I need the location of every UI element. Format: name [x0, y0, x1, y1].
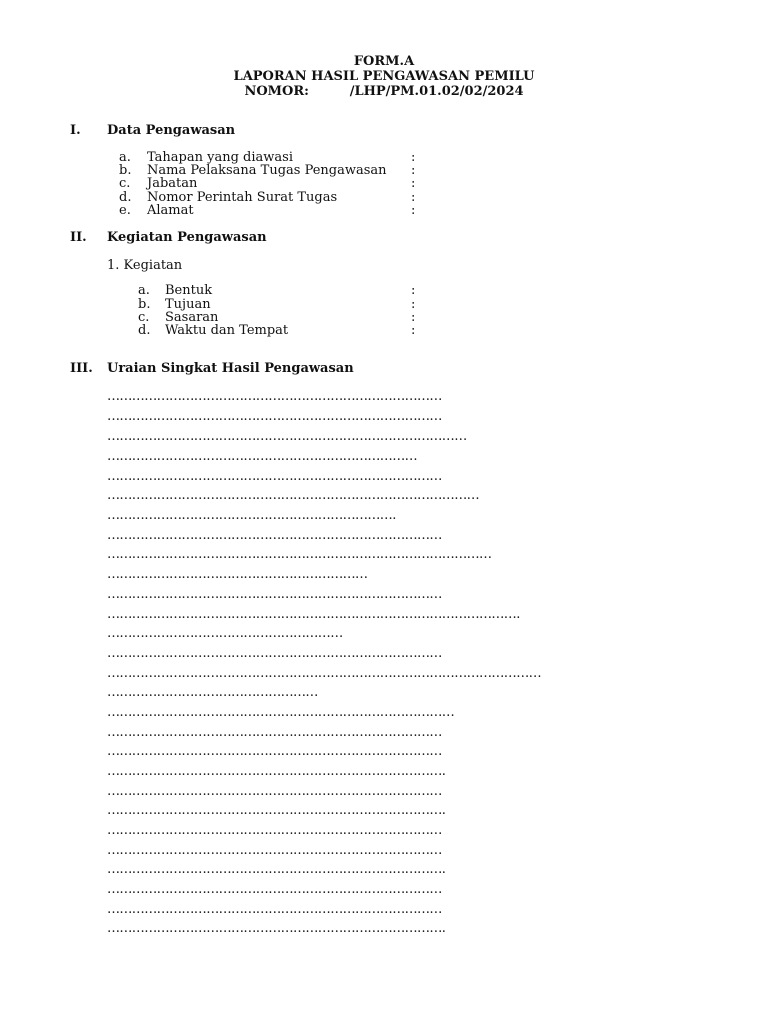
section-3-title: Uraian Singkat Hasil Pengawasan: [107, 361, 354, 376]
dotted-line: ………………………………………………………: [107, 568, 368, 582]
dotted-line: …………………………………………………………….: [107, 509, 396, 523]
dotted-line: ……………………………………………: [107, 686, 318, 700]
dotted-line: …………………………………………………………………: [107, 450, 418, 464]
dotted-line: ……………………………………………………………………….: [107, 863, 446, 877]
field-letter: c.: [119, 176, 131, 191]
dotted-line: ………………………………………………………………………: [107, 390, 442, 404]
dotted-line: ………………………………………………………………………: [107, 745, 442, 759]
field-letter: d.: [138, 323, 151, 338]
form-code: FORM.A: [353, 54, 415, 69]
field-colon: :: [411, 310, 416, 325]
dotted-line: ………………………………………………………………………: [107, 410, 442, 424]
field-colon: :: [411, 283, 416, 298]
dotted-line: ………………………………………………………………………………: [107, 489, 480, 503]
dotted-line: ……………………………………………………………………….: [107, 804, 446, 818]
dotted-line: ………………………………………………………………………: [107, 903, 442, 917]
dotted-line: ………………………………………………………………………: [107, 529, 442, 543]
dotted-line: ……………………………………………………………………………………………: [107, 667, 542, 681]
field-letter: a.: [138, 283, 150, 298]
field-label: Jabatan: [147, 176, 198, 191]
field-label: Tujuan: [165, 297, 211, 312]
field-colon: :: [411, 163, 416, 178]
report-number: NOMOR: /LHP/PM.01.02/02/2024: [244, 84, 524, 99]
dotted-line: …………………………………………………………………………………: [107, 548, 492, 562]
field-label: Waktu dan Tempat: [165, 323, 289, 338]
field-colon: :: [411, 297, 416, 312]
section-1-title: Data Pengawasan: [107, 123, 236, 138]
dotted-line: ………………………………………………………………………: [107, 824, 442, 838]
field-letter: e.: [119, 203, 131, 218]
dotted-line: …………………………………………………: [107, 627, 343, 641]
dotted-line: ……………………………………………………………………….: [107, 765, 446, 779]
section-1-number: I.: [70, 123, 81, 138]
report-title: LAPORAN HASIL PENGAWASAN PEMILU: [233, 69, 535, 84]
subsection-kegiatan: 1. Kegiatan: [107, 258, 183, 273]
dotted-line: ………………………………………………………………………: [107, 647, 442, 661]
dotted-line: ……………………………………………………………………….: [107, 922, 446, 936]
field-colon: :: [411, 323, 416, 338]
field-letter: d.: [119, 190, 132, 205]
dotted-line: ………………………………………………………………………: [107, 470, 442, 484]
document-header: [0, 54, 768, 99]
section-3-number: III.: [70, 361, 93, 376]
section-2-title: Kegiatan Pengawasan: [107, 230, 267, 245]
field-label: Nama Pelaksana Tugas Pengawasan: [147, 163, 387, 178]
dotted-line: ………………………………………………………………………: [107, 726, 442, 740]
dotted-line: ………………………………………………………………………: [107, 785, 442, 799]
dotted-line: …………………………………………………………………………: [107, 706, 455, 720]
field-label: Bentuk: [165, 283, 213, 298]
field-label: Nomor Perintah Surat Tugas: [147, 190, 338, 205]
field-label: Tahapan yang diawasi: [147, 150, 293, 165]
field-colon: :: [411, 176, 416, 191]
field-letter: b.: [138, 297, 151, 312]
dotted-line: ………………………………………………………………………: [107, 844, 442, 858]
field-letter: a.: [119, 150, 131, 165]
field-letter: c.: [138, 310, 150, 325]
field-label: Alamat: [147, 203, 194, 218]
field-colon: :: [411, 150, 416, 165]
dotted-line: ……………………………………………………………………………: [107, 430, 467, 444]
dotted-line: ……………………………………………………………………………………….: [107, 608, 520, 622]
section-2-number: II.: [70, 230, 87, 245]
field-colon: :: [411, 190, 416, 205]
field-label: Sasaran: [165, 310, 219, 325]
field-letter: b.: [119, 163, 132, 178]
field-colon: :: [411, 203, 416, 218]
dotted-line: ………………………………………………………………………: [107, 883, 442, 897]
dotted-line: ………………………………………………………………………: [107, 588, 442, 602]
